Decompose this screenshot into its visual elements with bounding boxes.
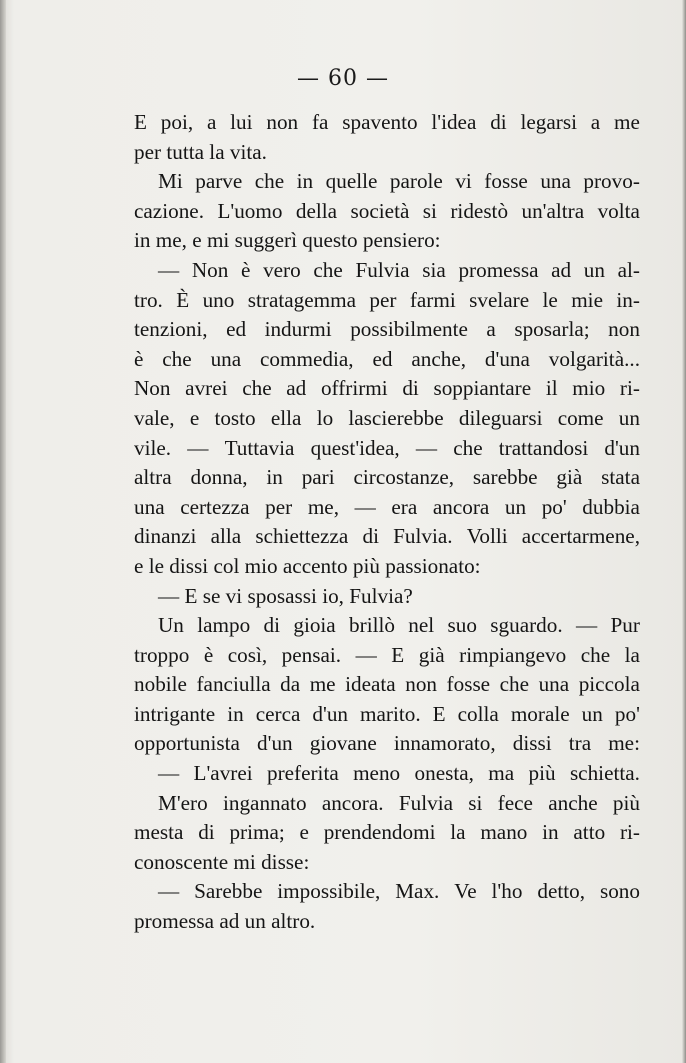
body-text xyxy=(134,108,640,937)
page-left-edge xyxy=(0,0,6,1063)
text-line: una certezza per me, — era ancora un po' dubbia xyxy=(134,494,640,519)
text-line: altra donna, in pari circostanze, sarebbe già stata xyxy=(134,465,640,490)
text-line: promessa ad un altro. xyxy=(134,909,316,934)
text-line: tro. È uno stratagemma per farmi svelare le mie in- xyxy=(134,287,640,312)
text-line: opportunista d'un giovane innamorato, dissi tra me: xyxy=(134,731,640,756)
text-line: intrigante in cerca d'un marito. E colla morale un po' xyxy=(134,701,640,726)
text-line: Non avrei che ad offrirmi di soppiantare il mio ri- xyxy=(134,376,640,401)
text-line: nobile fanciulla da me ideata non fosse che una piccola xyxy=(134,672,640,697)
text-line: — E se vi sposassi io, Fulvia? xyxy=(158,583,413,608)
page-number: — 60 — xyxy=(297,66,389,91)
text-line: tenzioni, ed indurmi possibilmente a sposarla; non xyxy=(134,317,640,342)
text-line: E poi, a lui non fa spavento l'idea di legarsi a me xyxy=(134,110,640,134)
text-line: per tutta la vita. xyxy=(134,139,267,164)
text-line: dinanzi alla schiettezza di Fulvia. Volli accertarmene, xyxy=(134,524,640,549)
text-line: troppo è così, pensai. — E già rimpiangevo che la xyxy=(134,642,640,667)
page-right-edge xyxy=(682,0,686,1063)
text-line: — Non è vero che Fulvia sia promessa ad un al- xyxy=(158,257,640,282)
text-line: vale, e tosto ella lo lascierebbe dileguarsi come un xyxy=(134,405,640,430)
text-line: Un lampo di gioia brillò nel suo sguardo. — Pur xyxy=(158,613,640,638)
text-line: e le dissi col mio accento più passionato: xyxy=(134,553,481,578)
text-line: conoscente mi disse: xyxy=(134,849,310,874)
text-line: — Sarebbe impossibile, Max. Ve l'ho detto, sono xyxy=(158,879,640,904)
text-line: — L'avrei preferita meno onesta, ma più schietta. xyxy=(158,761,640,786)
text-line: vile. — Tuttavia quest'idea, — che trattandosi d'un xyxy=(134,435,640,460)
text-line: cazione. L'uomo della società si ridestò un'altra volta xyxy=(134,198,640,223)
text-line: in me, e mi suggerì questo pensiero: xyxy=(134,228,441,253)
text-line: Mi parve che in quelle parole vi fosse una provo- xyxy=(158,169,640,194)
text-line: mesta di prima; e prendendomi la mano in atto ri- xyxy=(134,820,640,845)
text-line: è che una commedia, ed anche, d'una volgarità... xyxy=(134,346,640,371)
text-line: M'ero ingannato ancora. Fulvia si fece anche più xyxy=(158,790,640,815)
